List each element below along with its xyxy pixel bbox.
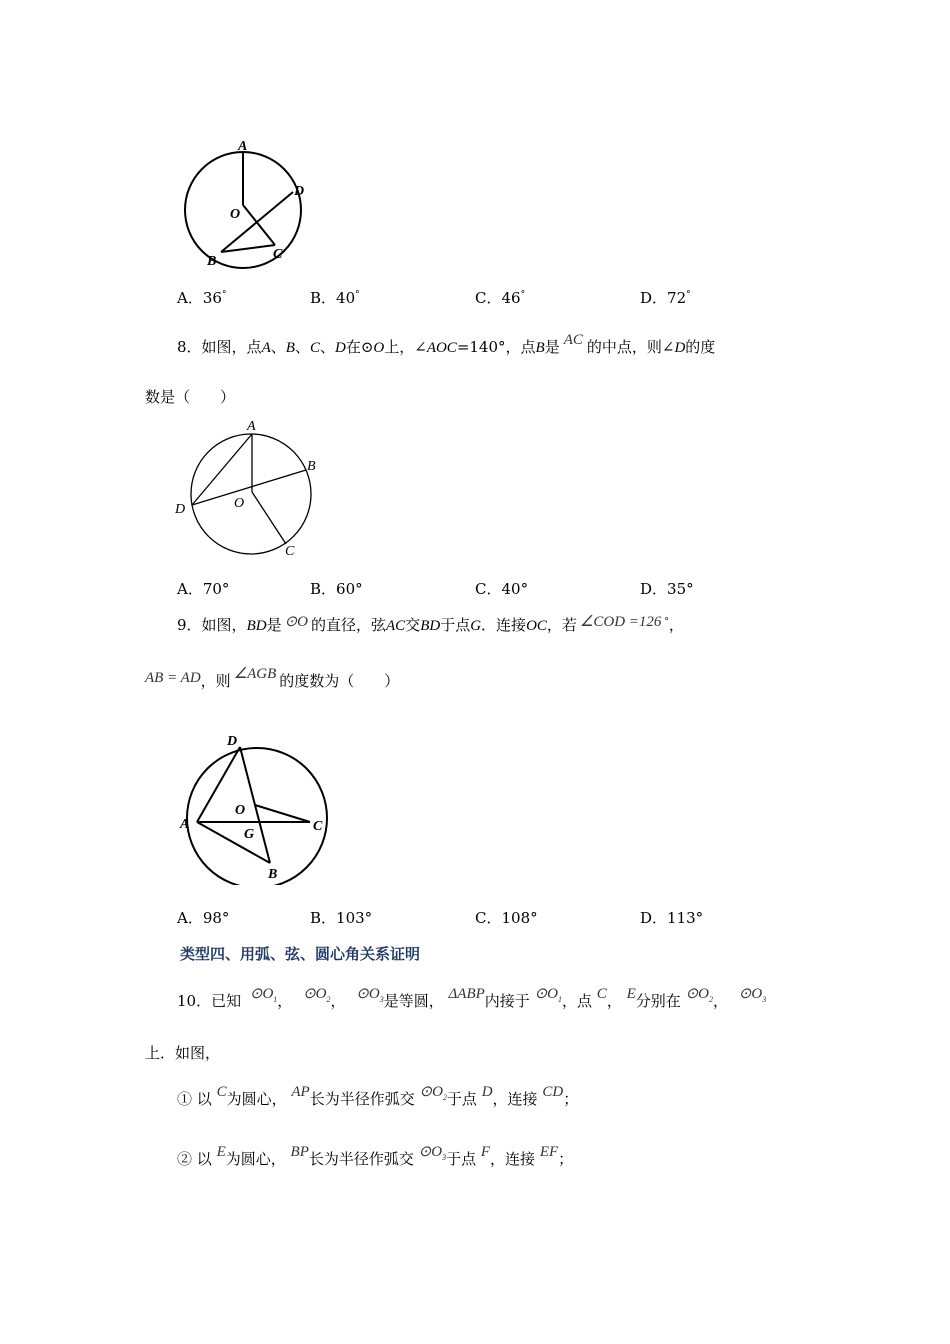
q10-text: ，点 bbox=[562, 992, 593, 1010]
q10-step1-text: ； bbox=[563, 1090, 579, 1108]
q9-option-d[interactable] bbox=[640, 907, 703, 928]
q9-stem-line2 bbox=[145, 666, 400, 691]
q9-stem-line1 bbox=[177, 614, 684, 635]
q8-segment-OC bbox=[252, 492, 286, 544]
q10-step2-text: 为圆心， bbox=[225, 1150, 286, 1168]
q8-var: B bbox=[535, 340, 545, 356]
q8-text: 如图，点 bbox=[201, 338, 262, 356]
q10-step2-text: ，连接 bbox=[490, 1150, 536, 1168]
q10-text: 是等圆， bbox=[383, 992, 444, 1010]
q9-option-b-value: 103° bbox=[336, 909, 373, 927]
q7-degree: ° bbox=[355, 290, 360, 300]
q10-text: 内接于 bbox=[484, 992, 530, 1010]
q8-segment-DA bbox=[192, 434, 252, 505]
q9-option-b[interactable] bbox=[310, 907, 372, 928]
q10-stem-line2: 上．如图， bbox=[145, 1044, 221, 1062]
q8-var: D bbox=[674, 340, 686, 356]
q7-label-O: O bbox=[230, 207, 241, 222]
q8-stem-line2: 数是（ ） bbox=[145, 388, 236, 406]
q9-degree: ° bbox=[664, 617, 669, 627]
q8-option-a-key: A． bbox=[177, 580, 203, 598]
q7-option-a-key: A． bbox=[177, 289, 203, 307]
q9-var: AC bbox=[386, 618, 406, 634]
q10-text: ， bbox=[712, 992, 728, 1010]
q8-text: 在⊙ bbox=[345, 338, 374, 356]
q8-option-b-key: B． bbox=[310, 580, 337, 598]
q10-step2-text: 于点 bbox=[446, 1150, 477, 1168]
q9-angle-AGB: ∠AGB bbox=[233, 666, 277, 682]
q9-option-a-value: 98° bbox=[202, 909, 230, 927]
q8-text: 的中点，则∠ bbox=[586, 338, 675, 356]
q8-option-c-key: C． bbox=[475, 580, 502, 598]
q7-option-b-value: 40 bbox=[336, 289, 356, 307]
q9-text: 是 bbox=[266, 616, 282, 634]
q7-label-A: A bbox=[238, 139, 248, 154]
q9-segment-OC bbox=[255, 805, 310, 822]
q8-option-c[interactable] bbox=[475, 578, 528, 599]
q9-var: G bbox=[470, 618, 482, 634]
q9-text: 如图， bbox=[201, 616, 247, 634]
q8-label-A: A bbox=[247, 419, 256, 434]
q8-text: 、 bbox=[270, 338, 286, 356]
q8-option-d-value: 35° bbox=[667, 580, 694, 598]
q9-var: BD bbox=[420, 618, 441, 634]
q9-label-A: A bbox=[180, 817, 190, 832]
q9-text: ，若 bbox=[546, 616, 577, 634]
q10-step2-text: 长为半径作弧交 bbox=[308, 1150, 414, 1168]
q8-label-O: O bbox=[234, 496, 245, 511]
q10-text: ， bbox=[606, 992, 622, 1010]
q10-step2-text: ； bbox=[558, 1150, 574, 1168]
q7-option-c[interactable] bbox=[475, 287, 525, 308]
q10-text: ， bbox=[330, 992, 346, 1010]
q10-point-E: E bbox=[626, 986, 636, 1002]
q8-text: 、 bbox=[319, 338, 335, 356]
q9-segment-AD bbox=[197, 747, 240, 822]
q9-label-G: G bbox=[244, 827, 255, 842]
q10-text: 分别在 bbox=[635, 992, 681, 1010]
q7-label-D: D bbox=[294, 184, 305, 199]
q9-angle-COD: ∠COD =126 bbox=[579, 614, 662, 630]
q9-arc-equality: AB = AD bbox=[145, 670, 201, 686]
q8-option-d[interactable] bbox=[640, 578, 694, 599]
q10-step1-text: 长为半径作弧交 bbox=[309, 1090, 415, 1108]
q9-text: ．连接 bbox=[481, 616, 527, 634]
q8-arc-AC: AC bbox=[563, 332, 583, 348]
q10-circle-O2: $⊙O_2$ bbox=[303, 986, 331, 1004]
q7-option-c-key: C． bbox=[475, 289, 502, 307]
q7-label-B: B bbox=[207, 254, 217, 269]
q10-step1-text: 为圆心， bbox=[226, 1090, 287, 1108]
q8-segment-DB bbox=[192, 470, 306, 505]
q9-var: BD bbox=[246, 618, 267, 634]
q10-step2-var: EF bbox=[539, 1144, 559, 1160]
q10-step1-var: CD bbox=[542, 1084, 564, 1100]
q8-var: B bbox=[285, 340, 295, 356]
q9-circle-O: ⊙O bbox=[284, 614, 308, 630]
q8-option-b-value: 60° bbox=[336, 580, 363, 598]
q7-label-C: C bbox=[273, 247, 283, 262]
q10-step-2 bbox=[177, 1144, 574, 1170]
q8-text: 、 bbox=[294, 338, 310, 356]
q7-option-d[interactable] bbox=[640, 287, 691, 308]
q9-text: 交 bbox=[405, 616, 421, 634]
q8-text: 上，∠ bbox=[384, 338, 427, 356]
q8-number: 8． bbox=[177, 338, 202, 356]
q9-option-b-key: B． bbox=[310, 909, 337, 927]
q9-label-D: D bbox=[227, 734, 238, 749]
q10-step2-circle: $⊙O_3$ bbox=[418, 1144, 447, 1162]
q8-option-d-key: D． bbox=[640, 580, 668, 598]
q10-circle-O1b: $⊙O_1$ bbox=[534, 986, 562, 1004]
q8-option-b[interactable] bbox=[310, 578, 363, 599]
q10-number: 10． bbox=[177, 992, 212, 1010]
q9-var: OC bbox=[526, 618, 547, 634]
q10-step2-var: E bbox=[216, 1144, 226, 1160]
q8-stem-line1 bbox=[177, 332, 716, 357]
q10-circle-O3: $⊙O_3$ bbox=[356, 986, 384, 1004]
q10-step1-circle: $⊙O_2$ bbox=[419, 1084, 447, 1102]
q9-option-d-value: 113° bbox=[667, 909, 704, 927]
q10-circle-O1: $⊙O_1$ bbox=[249, 986, 278, 1004]
q10-point-C: C bbox=[596, 986, 607, 1002]
q8-text: 的度 bbox=[685, 338, 716, 356]
q8-label-C: C bbox=[285, 544, 295, 559]
q10-circle-O3b: $⊙O_3$ bbox=[738, 986, 767, 1004]
q10-step2-var: F bbox=[480, 1144, 491, 1160]
q9-option-d-key: D． bbox=[640, 909, 668, 927]
q9-segment-AB bbox=[197, 822, 270, 863]
q9-text: ，则 bbox=[200, 672, 231, 690]
q10-stem-line1 bbox=[177, 986, 767, 1012]
q7-option-d-value: 72 bbox=[667, 289, 687, 307]
q7-option-c-value: 46 bbox=[501, 289, 521, 307]
q9-option-c[interactable] bbox=[475, 907, 538, 928]
q10-text: 已知 bbox=[211, 992, 242, 1010]
q7-option-d-key: D． bbox=[640, 289, 668, 307]
q8-var: D bbox=[334, 340, 346, 356]
q8-option-a-value: 70° bbox=[202, 580, 230, 598]
q8-var: O bbox=[373, 340, 385, 356]
q8-label-D: D bbox=[175, 502, 186, 517]
q10-step1-text: ① 以 bbox=[177, 1090, 212, 1108]
q8-var: C bbox=[309, 340, 320, 356]
q7-figure bbox=[180, 135, 315, 270]
q10-step-1 bbox=[177, 1084, 579, 1110]
q10-step2-var: BP bbox=[290, 1144, 309, 1160]
q7-option-a[interactable] bbox=[177, 287, 226, 308]
q9-text: 于点 bbox=[440, 616, 471, 634]
q10-text: ， bbox=[277, 992, 293, 1010]
q8-option-c-value: 40° bbox=[501, 580, 529, 598]
q7-degree: ° bbox=[221, 290, 227, 300]
q7-degree: ° bbox=[520, 290, 526, 300]
q8-label-B: B bbox=[307, 459, 316, 474]
q9-option-c-value: 108° bbox=[501, 909, 538, 927]
q9-text: ， bbox=[668, 616, 684, 634]
q10-triangle-ABP: ΔABP bbox=[448, 986, 485, 1002]
q10-step1-text: 于点 bbox=[446, 1090, 477, 1108]
q10-step1-var: AP bbox=[291, 1084, 310, 1100]
q9-figure bbox=[172, 725, 337, 885]
q10-circle-O2b: $⊙O_2$ bbox=[685, 986, 713, 1004]
q10-step2-text: ② 以 bbox=[177, 1150, 212, 1168]
q8-var: AOC bbox=[426, 340, 457, 356]
q9-label-C: C bbox=[313, 819, 323, 834]
q9-label-O: O bbox=[235, 803, 246, 818]
q9-label-B: B bbox=[268, 867, 278, 882]
q8-text: =140°，点 bbox=[456, 338, 536, 356]
q8-circle bbox=[191, 434, 311, 554]
q10-step1-var: D bbox=[481, 1084, 493, 1100]
q9-number: 9． bbox=[177, 616, 202, 634]
q10-step1-var: C bbox=[216, 1084, 227, 1100]
q9-text: 的度数为（ ） bbox=[279, 672, 400, 690]
q9-text: 的直径，弦 bbox=[310, 616, 386, 634]
q9-option-a-key: A． bbox=[177, 909, 203, 927]
q9-option-a[interactable] bbox=[177, 907, 229, 928]
q7-option-b[interactable] bbox=[310, 287, 360, 308]
q8-text: 是 bbox=[544, 338, 560, 356]
q9-option-c-key: C． bbox=[475, 909, 502, 927]
q7-option-b-key: B． bbox=[310, 289, 337, 307]
q8-var: A bbox=[261, 340, 271, 356]
q10-step1-text: ，连接 bbox=[492, 1090, 538, 1108]
q7-degree: ° bbox=[686, 290, 691, 300]
q8-option-a[interactable] bbox=[177, 578, 229, 599]
q8-figure bbox=[172, 415, 327, 565]
q7-option-a-value: 36 bbox=[202, 289, 222, 307]
section-heading: 类型四、用弧、弦、圆心角关系证明 bbox=[180, 945, 421, 963]
